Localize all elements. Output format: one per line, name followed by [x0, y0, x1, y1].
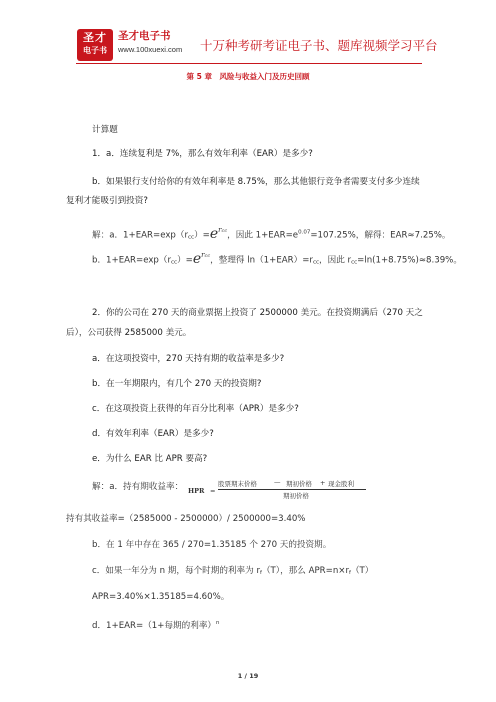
q2-part-c: c．在这项投资上获得的年百分比利率（APR）是多少?: [92, 404, 299, 414]
text: =ln(1+8.75%)≈8.39%。: [357, 255, 462, 266]
exp-formula: [193, 251, 210, 267]
e-exp-sub: cc: [221, 228, 228, 234]
header-divider: [76, 63, 422, 64]
q1-b-line2: 复利才能吸引到投资?: [66, 196, 148, 206]
formula-equals: =: [210, 487, 216, 495]
e-exp: r: [201, 251, 205, 259]
formula-denominator: 期初价格: [283, 492, 309, 500]
q2-part-b: b．在一年期限内，有几个 270 天的投资期?: [92, 379, 262, 389]
superscript: n: [216, 620, 220, 626]
q2-stem-line1: 2．你的公司在 270 天的商业票据上投资了 2500000 美元。在投资期满后（270 天之: [92, 308, 423, 318]
q2-solution-c: [92, 565, 373, 579]
q1-b-line1: b．如果银行支付给你的有效年利率是 8.75%，那么其他银行竞争者需要支付多少连续: [92, 177, 420, 187]
text: （T），那么 APR=n×r: [261, 566, 350, 576]
subscript: cc: [188, 234, 195, 241]
text: c．如果一年分为 n 期，每个时期的利率为 r: [92, 566, 260, 576]
brand-name: 圣才电子书: [118, 30, 171, 42]
superscript: 0.07: [298, 229, 311, 236]
logo-line2: 电子书: [83, 46, 107, 55]
text: ）=: [194, 230, 210, 241]
q2-solution-d: [92, 617, 220, 632]
formula-numerator-2: 期初价格: [286, 480, 312, 488]
text: =107.25%，解得：EAR≈7.25%。: [310, 230, 451, 241]
formula-numerator-1: 股票期末价格: [218, 480, 257, 488]
page-header: [0, 0, 496, 72]
text: ，因此 1+EAR=e: [227, 230, 299, 241]
q2-solution-c-result: APR=3.40%×1.35185=4.60%。: [92, 592, 230, 602]
e-base: e: [192, 250, 202, 267]
text: ，整理得 ln（1+EAR）=r: [210, 255, 313, 266]
page-number: 1 / 19: [237, 672, 259, 680]
q2-solution-a-result: 持有其收益率=（2585000 - 2500000）/ 2500000=3.40%: [66, 514, 306, 524]
text: 解：a．1+EAR=exp（r: [92, 230, 188, 241]
e-base: e: [209, 225, 219, 242]
q1-solution-a: [92, 224, 451, 244]
subscript: cc: [312, 259, 320, 266]
text: d．1+EAR=（1+每期的利率）: [92, 621, 217, 631]
formula-plus: +: [320, 479, 326, 487]
e-exp-sub: cc: [204, 253, 211, 259]
section-heading: 计算题: [92, 125, 118, 135]
formula-numerator-3: 现金股利: [328, 480, 354, 488]
logo: [77, 29, 113, 61]
logo-line1: 圣才: [83, 31, 107, 44]
text: （T）: [350, 566, 374, 576]
q1-solution-b: [92, 249, 462, 269]
text: ）=: [177, 255, 193, 266]
exp-formula: [210, 226, 227, 242]
text: b．1+EAR=exp（r: [92, 255, 172, 266]
formula-hpr: HPR: [188, 487, 205, 495]
q2-part-e: e．为什么 EAR 比 APR 要高?: [92, 454, 208, 464]
q2-stem-line2: 后），公司获得 2585000 美元。: [66, 328, 192, 338]
q2-solution-a-label: 解：a．持有期收益率：: [92, 482, 184, 492]
q2-part-d: d．有效年利率（EAR）是多少?: [92, 429, 214, 439]
subscript: f: [260, 570, 262, 576]
chapter-title: 第 5 章 风险与收益入门及历史回顾: [186, 72, 310, 81]
q2-solution-b: b．在 1 年中存在 365 / 270=1.35185 个 270 天的投资期。: [92, 540, 332, 550]
subscript: cc: [351, 259, 358, 266]
text: ，因此 r: [319, 255, 352, 266]
formula-minus: —: [274, 478, 281, 486]
brand-url: www.100xuexi.com: [118, 45, 183, 54]
subscript: f: [349, 570, 351, 576]
fraction-bar: [218, 489, 366, 490]
q2-part-a: a．在这项投资中，270 天持有期的收益率是多少?: [92, 354, 285, 364]
subscript: cc: [171, 259, 178, 266]
e-exp: r: [218, 226, 222, 234]
header-slogan: 十万种考研考证电子书、题库视频学习平台: [200, 38, 438, 53]
q1-stem: 1．a．连续复利是 7%，那么有效年利率（EAR）是多少?: [92, 149, 313, 159]
